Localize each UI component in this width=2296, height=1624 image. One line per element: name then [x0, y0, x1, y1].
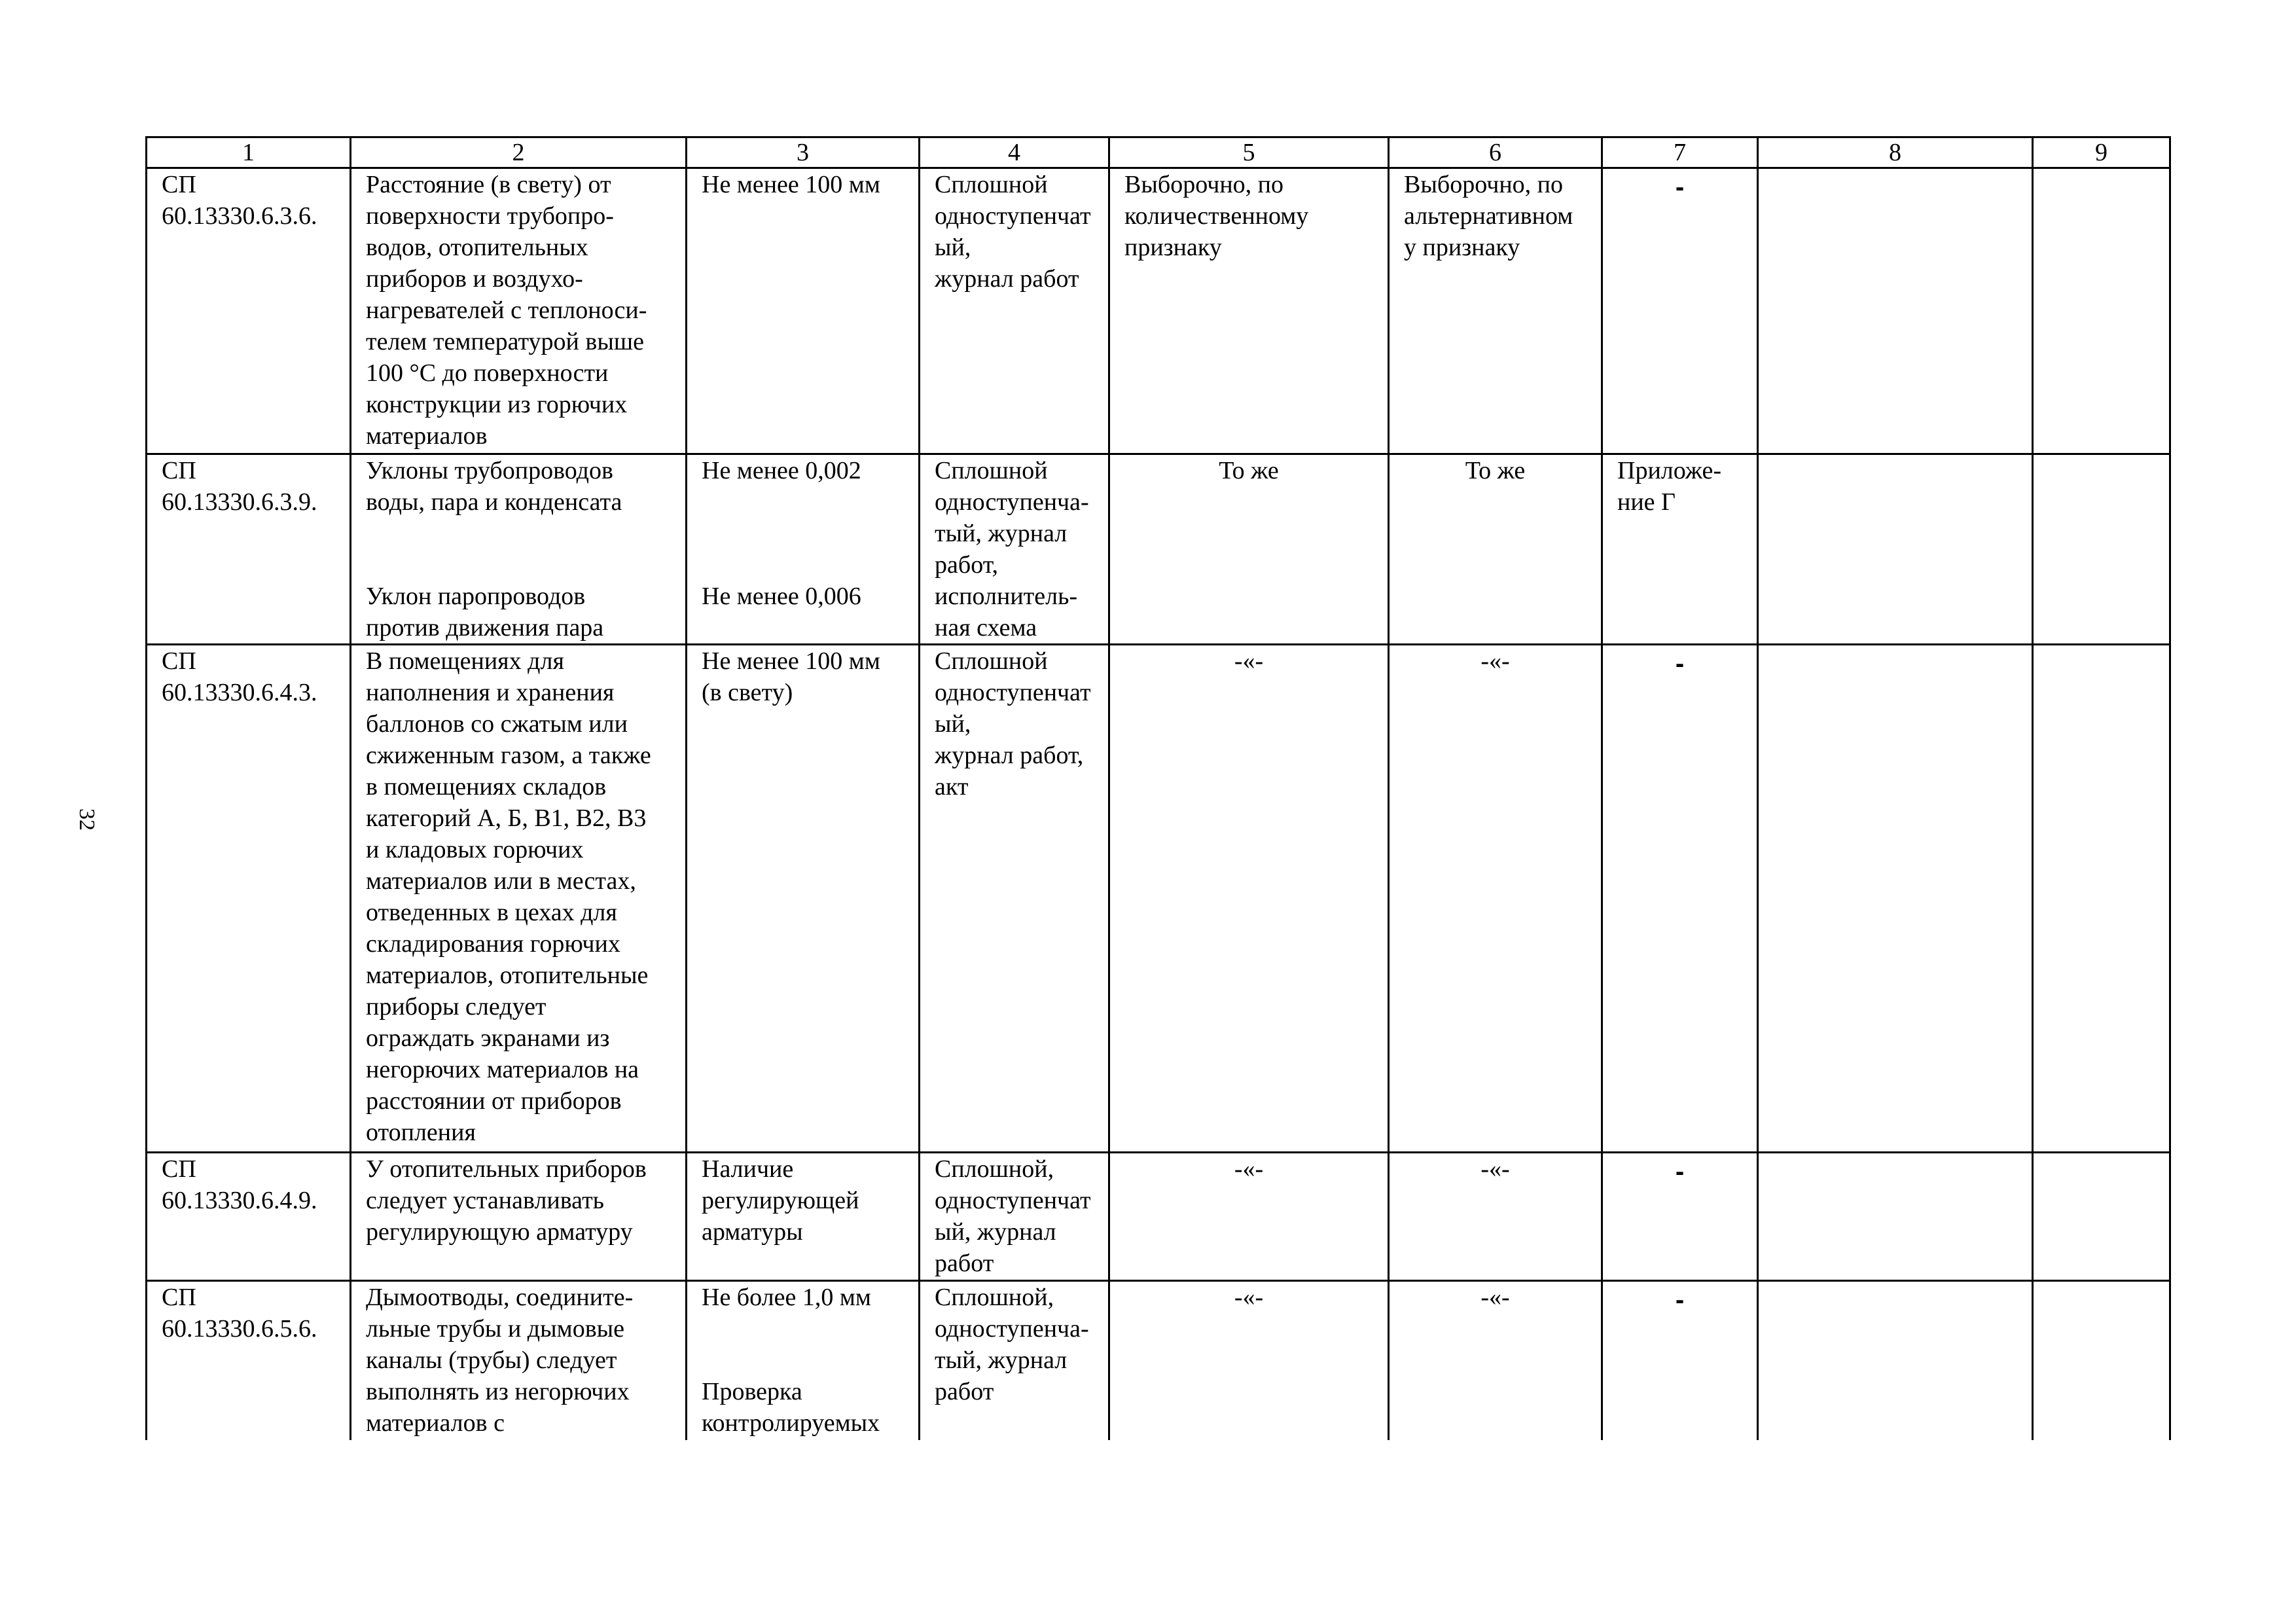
row-requirement: Дымоотводы, соедините- льные трубы и дымовые каналы (трубы) следует выполнять из негорючих материалов с [351, 1281, 687, 1440]
row-sampling-plan: Выборочно, по количественному признаку [1109, 168, 1389, 454]
row-requirement-main: Уклоны трубопроводов воды, пара и конденсата [366, 457, 622, 516]
row-acceptance: -«- [1389, 645, 1602, 1153]
row-requirement-secondary: Уклон паропроводов против движения пара [366, 583, 604, 641]
row-col9 [2033, 1153, 2170, 1281]
row-code: СП 60.13330.6.4.9. [147, 1153, 351, 1281]
row-requirement: Расстояние (в свету) от поверхности трубопро- водов, отопительных приборов и воздухо- нагревателей с теплоноси- телем температурой выше 100 °С до поверхности конструкции из горючих материалов [351, 168, 687, 454]
row-col8 [1758, 168, 2033, 454]
row-control-type: Сплошной одноступенчат ый, журнал работ, акт [920, 645, 1109, 1153]
dash-mark: - [1675, 649, 1685, 678]
row-acceptance: Выборочно, по альтернативном у признаку [1389, 168, 1602, 454]
column-header-3: 3 [687, 137, 920, 168]
row-control-type: Сплошной одноступенчат ый, журнал работ [920, 168, 1109, 454]
row-criterion-main: Не более 1,0 мм [702, 1284, 871, 1311]
column-header-5: 5 [1109, 137, 1389, 168]
column-header-9: 9 [2033, 137, 2170, 168]
row-appendix [1602, 1153, 1758, 1281]
table-header-row [147, 137, 2170, 168]
row-appendix [1602, 645, 1758, 1153]
inspection-table [145, 136, 2171, 1440]
row-col8 [1758, 1153, 2033, 1281]
row-criterion: Наличие регулирующей арматуры [687, 1153, 920, 1281]
row-col9 [2033, 645, 2170, 1153]
column-header-8: 8 [1758, 137, 2033, 168]
table-row [147, 454, 2170, 645]
row-sampling-plan: То же [1109, 454, 1389, 645]
dash-mark: - [1675, 1286, 1685, 1314]
row-col8 [1758, 1281, 2033, 1440]
row-requirement [351, 454, 687, 645]
row-criterion: Не менее 100 мм [687, 168, 920, 454]
row-col9 [2033, 168, 2170, 454]
row-criterion-main: Не менее 0,002 [702, 457, 861, 484]
row-sampling-plan: -«- [1109, 1153, 1389, 1281]
row-criterion-secondary: Проверка контролируемых [702, 1378, 880, 1437]
row-requirement: У отопительных приборов следует устанавливать регулирующую арматуру [351, 1153, 687, 1281]
table-row [147, 1281, 2170, 1440]
row-col8 [1758, 645, 2033, 1153]
table-row [147, 645, 2170, 1153]
row-criterion-secondary: Не менее 0,006 [702, 583, 861, 610]
column-header-4: 4 [920, 137, 1109, 168]
row-acceptance: -«- [1389, 1281, 1602, 1440]
column-header-1: 1 [147, 137, 351, 168]
row-control-type: Сплошной, одноступенча- тый, журнал работ [920, 1281, 1109, 1440]
row-requirement: В помещениях для наполнения и хранения баллонов со сжатым или сжиженным газом, а также в помещениях складов категорий А, Б, В1, В2, В3 и кладовых горючих материалов или в местах, отведенных в цехах для складирования горючих материалов, отопительные приборы следует ограждать экранами из негорючих материалов на расстоянии от приборов отопления [351, 645, 687, 1153]
table-row [147, 1153, 2170, 1281]
column-header-6: 6 [1389, 137, 1602, 168]
row-control-type: Сплошной одноступенча- тый, журнал работ, исполнитель- ная схема [920, 454, 1109, 645]
row-col9 [2033, 454, 2170, 645]
table-row [147, 168, 2170, 454]
row-criterion: Не менее 100 мм (в свету) [687, 645, 920, 1153]
row-code: СП 60.13330.6.4.3. [147, 645, 351, 1153]
row-col9 [2033, 1281, 2170, 1440]
row-appendix: Приложе- ние Г [1602, 454, 1758, 645]
row-acceptance: -«- [1389, 1153, 1602, 1281]
row-appendix [1602, 168, 1758, 454]
column-header-7: 7 [1602, 137, 1758, 168]
row-sampling-plan: -«- [1109, 1281, 1389, 1440]
row-code: СП 60.13330.6.3.9. [147, 454, 351, 645]
row-appendix [1602, 1281, 1758, 1440]
row-criterion [687, 1281, 920, 1440]
row-col8 [1758, 454, 2033, 645]
page-number: 32 [75, 808, 99, 831]
row-code: СП 60.13330.6.3.6. [147, 168, 351, 454]
row-code: СП 60.13330.6.5.6. [147, 1281, 351, 1440]
row-acceptance: То же [1389, 454, 1602, 645]
row-control-type: Сплошной, одноступенчат ый, журнал работ [920, 1153, 1109, 1281]
column-header-2: 2 [351, 137, 687, 168]
dash-mark: - [1675, 1157, 1685, 1186]
row-sampling-plan: -«- [1109, 645, 1389, 1153]
row-criterion [687, 454, 920, 645]
dash-mark: - [1675, 173, 1685, 202]
